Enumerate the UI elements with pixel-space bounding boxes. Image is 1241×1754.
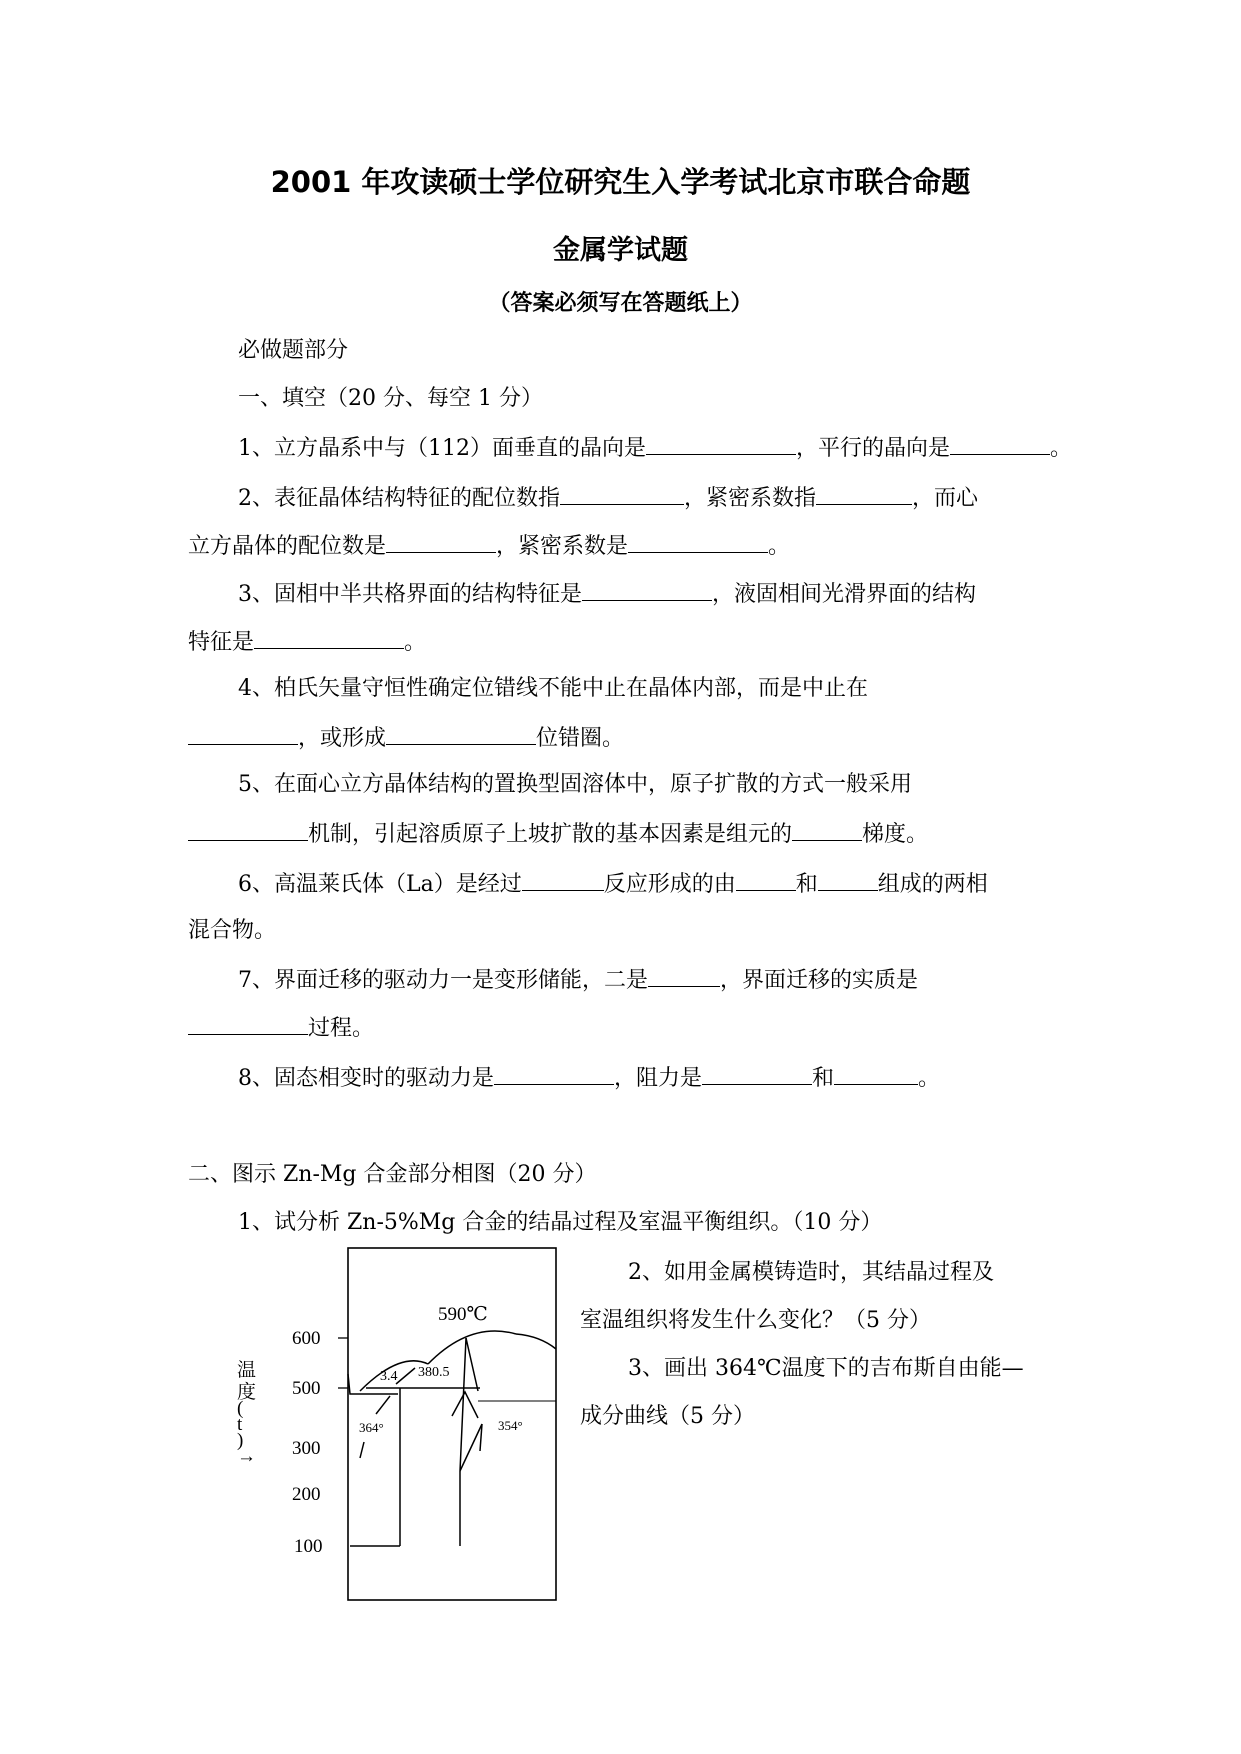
answer-blank[interactable] — [582, 578, 712, 601]
part2-heading: 二、图示 Zn-Mg 合金部分相图（20 分） — [188, 1162, 597, 1187]
answer-blank[interactable] — [494, 1062, 614, 1085]
answer-blank[interactable] — [254, 626, 404, 649]
y-tick-label: 600 — [292, 1328, 321, 1349]
question-7-cont: 过程。 — [188, 1012, 374, 1044]
answer-blank[interactable] — [522, 868, 604, 891]
part2-question-3: 3、画出 364℃温度下的吉布斯自由能— — [628, 1356, 1024, 1381]
tie-line — [376, 1396, 390, 1414]
phase-lines — [348, 1331, 556, 1546]
compound-right — [466, 1338, 478, 1391]
part2-question-3-cont: 成分曲线（5 分） — [580, 1404, 755, 1429]
part2-question-2: 2、如用金属模铸造时，其结晶过程及 — [628, 1260, 994, 1285]
y-ticks — [292, 1328, 348, 1557]
y-tick-label: 200 — [292, 1484, 321, 1505]
answer-note: （答案必须写在答题纸上） — [488, 291, 753, 316]
exam-title: 2001 年攻读硕士学位研究生入学考试北京市联合命题 — [270, 165, 971, 199]
part2-question-2-cont: 室温组织将发生什么变化？（5 分） — [580, 1308, 931, 1333]
answer-blank[interactable] — [792, 818, 862, 841]
question-2-cont: 立方晶体的配位数是 ，紧密系数是 。 — [188, 530, 790, 562]
liquidus-upper — [428, 1331, 516, 1364]
y-tick-label: 100 — [294, 1536, 323, 1557]
question-6-cont: 混合物。 — [188, 918, 277, 943]
answer-blank[interactable] — [818, 868, 878, 891]
question-4-cont: ，或形成 位错圈。 — [188, 722, 624, 754]
y-tick-label: 300 — [292, 1438, 321, 1459]
part1-heading: 一、填空（20 分、每空 1 分） — [238, 386, 543, 411]
question-5-cont: 机制，引起溶质原子上坡扩散的基本因素是组元的 梯度。 — [188, 818, 928, 850]
question-1: 1、立方晶系中与（112）面垂直的晶向是 ，平行的晶向是 。 — [238, 432, 1072, 464]
answer-blank[interactable] — [816, 482, 912, 505]
composition-label: 380.5 — [418, 1365, 450, 1380]
answer-blank[interactable] — [646, 432, 796, 455]
exam-subtitle: 金属学试题 — [553, 235, 688, 266]
liquidus-right — [516, 1334, 556, 1349]
zn-mg-phase-diagram — [220, 1246, 600, 1616]
answer-blank[interactable] — [834, 1062, 918, 1085]
temperature-label: 354° — [498, 1418, 523, 1433]
answer-blank[interactable] — [560, 482, 684, 505]
compound-upper — [452, 1392, 478, 1418]
temperature-label: 364° — [359, 1420, 384, 1435]
y-tick-label: 500 — [292, 1378, 321, 1399]
question-5: 5、在面心立方晶体结构的置换型固溶体中，原子扩散的方式一般采用 — [238, 772, 912, 797]
answer-blank[interactable] — [188, 818, 308, 841]
question-6: 6、高温莱氏体（La）是经过 反应形成的由 和 组成的两相 — [238, 868, 988, 900]
answer-blank[interactable] — [188, 722, 298, 745]
tie-line — [360, 1442, 364, 1458]
question-4: 4、柏氏矢量守恒性确定位错线不能中止在晶体内部，而是中止在 — [238, 676, 868, 701]
question-3: 3、固相中半共格界面的结构特征是 ，液固相间光滑界面的结构 — [238, 578, 976, 610]
answer-blank[interactable] — [628, 530, 768, 553]
peak-temperature-label: 590℃ — [438, 1304, 488, 1325]
answer-blank[interactable] — [188, 1012, 308, 1035]
answer-blank[interactable] — [386, 530, 496, 553]
question-3-cont: 特征是 。 — [188, 626, 426, 658]
question-8: 8、固态相变时的驱动力是 ，阻力是 和 。 — [238, 1062, 940, 1094]
answer-blank[interactable] — [702, 1062, 812, 1085]
answer-blank[interactable] — [648, 964, 720, 987]
answer-blank[interactable] — [736, 868, 796, 891]
y-axis-label: 温度( t ) → — [237, 1360, 257, 1467]
tie-line — [396, 1368, 415, 1384]
answer-blank[interactable] — [950, 432, 1050, 455]
answer-blank[interactable] — [386, 722, 536, 745]
part2-question-1: 1、试分析 Zn-5%Mg 合金的结晶过程及室温平衡组织。（10 分） — [238, 1210, 883, 1235]
section-required: 必做题部分 — [238, 338, 349, 363]
composition-label: 3.4 — [380, 1369, 398, 1384]
question-7: 7、界面迁移的驱动力一是变形储能，二是 ，界面迁移的实质是 — [238, 964, 918, 996]
question-2: 2、表征晶体结构特征的配位数指 ，紧密系数指 ，而心 — [238, 482, 978, 514]
